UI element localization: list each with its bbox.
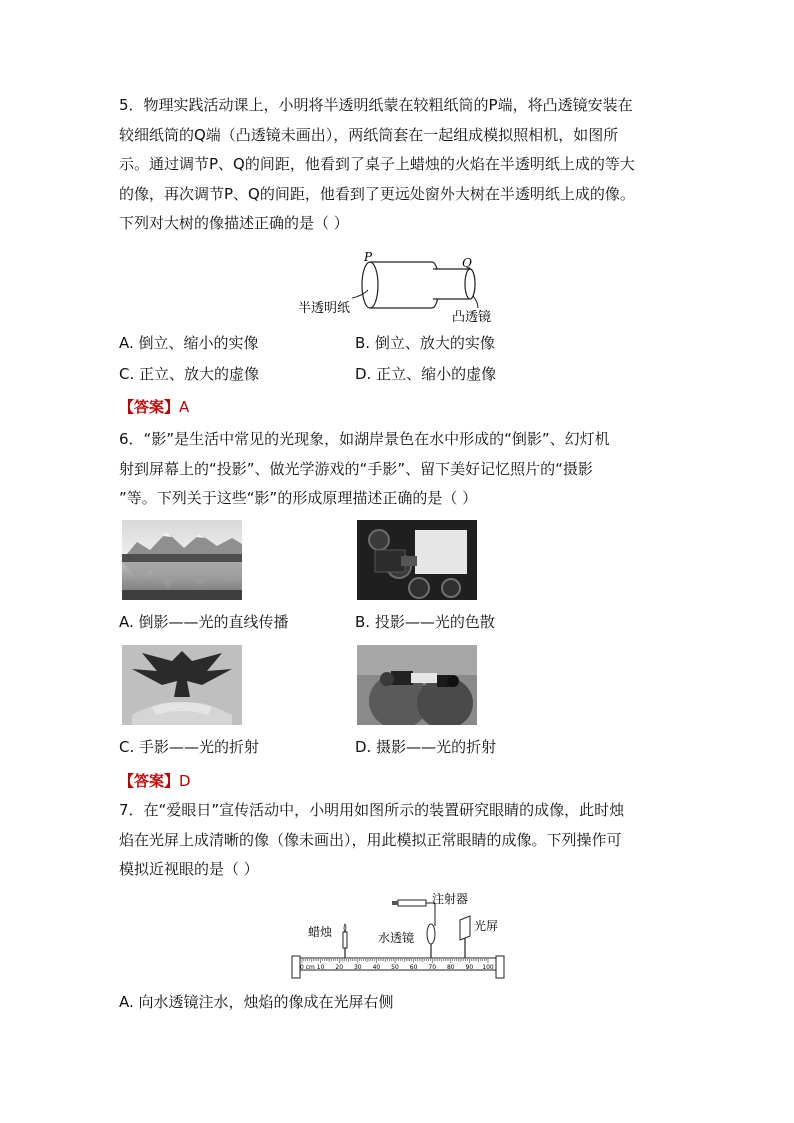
ruler-label: 0 cm xyxy=(300,964,315,971)
reflection-photo xyxy=(122,520,242,600)
ruler-label: 60 xyxy=(409,964,418,971)
label-translucent-paper: 半透明纸 xyxy=(298,301,351,316)
hand-shadow-photo xyxy=(122,645,242,725)
q6-line: 6．“影”是生活中常见的光现象，如湖岸景色在水中形成的“倒影”、幻灯机 xyxy=(119,430,610,448)
label-water-lens: 水透镜 xyxy=(378,931,415,945)
thick-tube xyxy=(370,262,439,308)
q6-line: ”等。下列关于这些“影”的形成原理描述正确的是（ ） xyxy=(119,489,478,507)
q6-option-d: D. 摄影——光的折射 xyxy=(355,738,497,756)
ruler-label: 30 xyxy=(353,964,362,971)
answer-value: A xyxy=(179,398,190,416)
label-p: P xyxy=(364,250,373,264)
ruler-label: 40 xyxy=(372,964,381,971)
q5-answer xyxy=(119,397,189,417)
label-screen: 光屏 xyxy=(474,919,499,933)
label-q: Q xyxy=(462,256,472,270)
water-lens xyxy=(427,924,435,944)
q7-stem xyxy=(119,796,679,885)
q6-line: 射到屏幕上的“投影”、做光学游戏的“手影”、留下美好记忆照片的“摄影 xyxy=(119,459,593,478)
answer-tag: 【答案】 xyxy=(119,772,180,790)
ruler-label: 20 xyxy=(335,964,344,971)
projector-photo xyxy=(357,520,477,600)
q5-line: 的像，再次调节P、Q的间距，他看到了更远处窗外大树在半透明纸上成的像。 xyxy=(119,184,635,203)
q6-stem xyxy=(119,425,679,514)
camera-model-figure xyxy=(292,250,502,328)
q5-line: 示。通过调节P、Q的间距，他看到了桌子上蜡烛的火焰在半透明纸上成的等大 xyxy=(119,155,635,173)
q7-option-a: A. 向水透镜注水，烛焰的像成在光屏右侧 xyxy=(119,993,394,1011)
q5-option-b: B. 倒立、放大的实像 xyxy=(355,334,495,352)
q5-stem xyxy=(119,91,679,239)
label-convex-lens: 凸透镜 xyxy=(452,310,492,325)
answer-tag: 【答案】 xyxy=(119,398,180,416)
ruler-label: 100 xyxy=(482,964,494,971)
ruler-label: 70 xyxy=(428,964,437,971)
q5-line: 5．物理实践活动课上，小明将半透明纸蒙在较粗纸筒的P端，将凸透镜安装在 xyxy=(119,96,633,114)
q5-option-c: C. 正立、放大的虚像 xyxy=(119,365,260,383)
q6-option-b: B. 投影——光的色散 xyxy=(355,613,495,631)
translucent-paper-end xyxy=(362,262,378,308)
ruler-label: 50 xyxy=(391,964,399,971)
q5-line: 较细纸筒的Q端（凸透镜未画出），两纸筒套在一起组成模拟照相机，如图所 xyxy=(119,125,619,144)
photography-photo xyxy=(357,645,477,725)
ruler-label: 10 xyxy=(316,964,325,971)
q6-option-a: A. 倒影——光的直线传播 xyxy=(119,613,289,631)
answer-value: D xyxy=(179,772,191,790)
q7-line: 焰在光屏上成清晰的像（像未画出），用此模拟正常眼睛的成像。下列操作可 xyxy=(119,830,622,849)
ruler-label: 90 xyxy=(465,964,474,971)
q6-answer xyxy=(119,771,191,791)
q7-line: 7．在“爱眼日”宣传活动中，小明用如图所示的装置研究眼睛的成像，此时烛 xyxy=(119,801,625,819)
label-candle: 蜡烛 xyxy=(308,925,333,939)
q5-option-a: A. 倒立、缩小的实像 xyxy=(119,334,259,352)
q7-line: 模拟近视眼的是（ ） xyxy=(119,860,259,878)
q5-line: 下列对大树的像描述正确的是（ ） xyxy=(119,214,349,232)
ruler-label: 80 xyxy=(446,964,455,971)
label-syringe: 注射器 xyxy=(432,892,469,906)
optical-bench-figure xyxy=(290,888,506,984)
q6-option-c: C. 手影——光的折射 xyxy=(119,738,260,756)
q5-option-d: D. 正立、缩小的虚像 xyxy=(355,365,497,383)
